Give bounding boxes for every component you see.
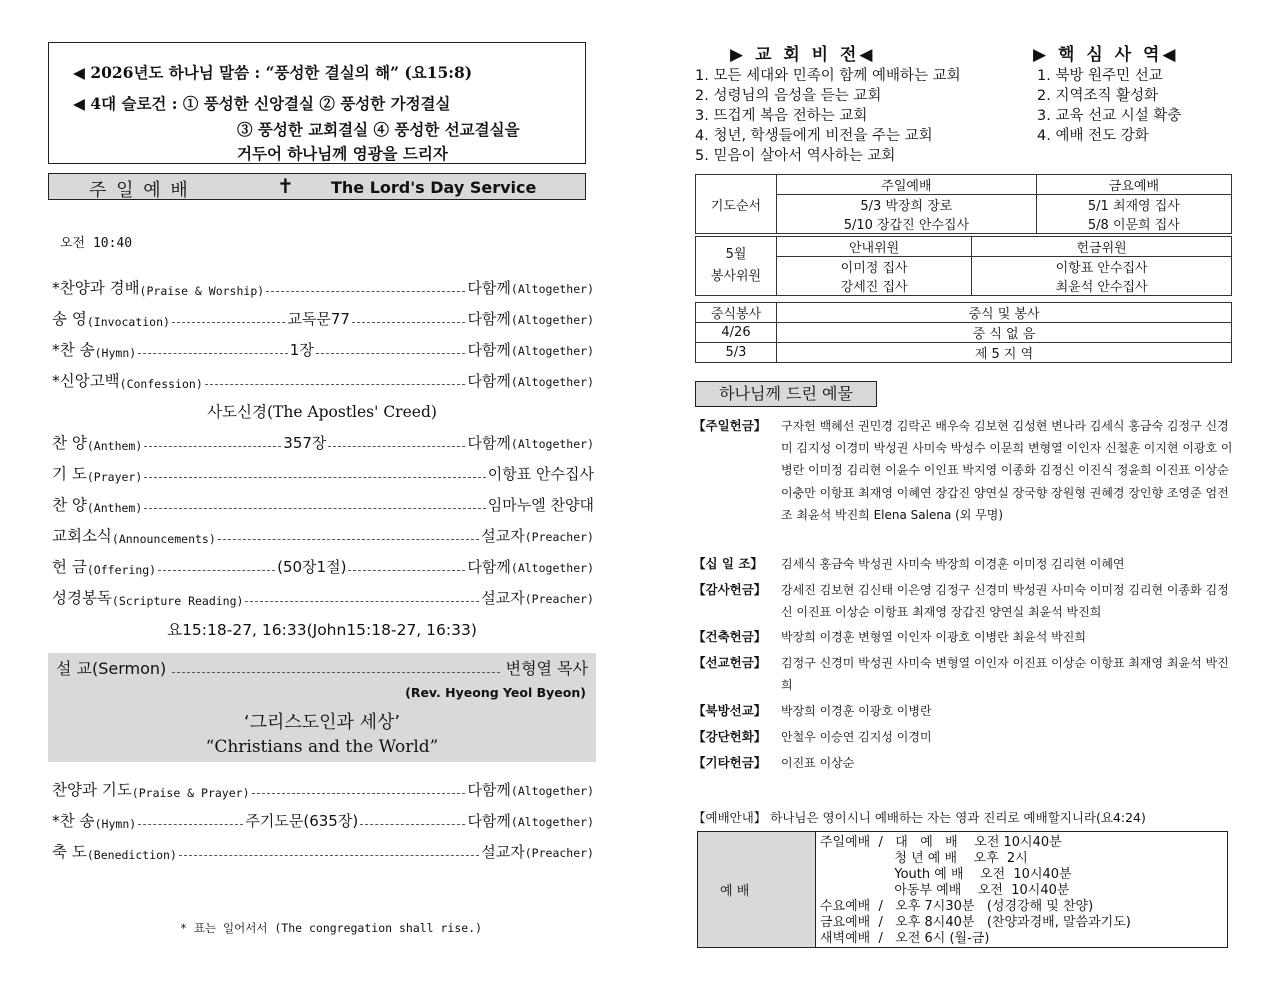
worship-line: 금요예배 / 오후 8시40분 (찬양과경배, 말씀과기도): [820, 915, 1131, 930]
order-row: [52, 776, 594, 800]
meal-service-table: [695, 302, 1232, 363]
usher-1: 이미정 집사: [777, 257, 972, 277]
order-leader: 다함께(Altogether): [467, 341, 595, 359]
leader-dots: [328, 446, 465, 447]
order-leader: 다함께(Altogether): [467, 781, 594, 799]
order-label-en: (Praise & Prayer): [131, 786, 250, 800]
order-label-en: (Announcements): [111, 532, 216, 546]
worship-line: 주일예배 / 대 예 배 오전 10시40분: [820, 835, 1062, 850]
usher-2: 강세진 집사: [777, 276, 972, 296]
offering-north-mission: [693, 700, 1235, 722]
leader-dots: [252, 793, 466, 794]
sunday-prayer-2: 5/10 장갑진 안수집사: [777, 214, 1037, 234]
vision-item: 5. 믿음이 살아서 역사하는 교회: [695, 148, 896, 164]
leader-dots: [245, 601, 479, 602]
core-list: [1037, 66, 1181, 146]
meal-date: 5/3: [696, 343, 777, 363]
order-label-en: (Invocation): [86, 315, 170, 329]
order-row: [52, 584, 594, 608]
duty-table: [695, 236, 1232, 296]
theme-line-4: 거두어 하나님께 영광을 드리자: [237, 144, 448, 163]
order-row: [52, 336, 594, 360]
leader-dots: [316, 353, 466, 354]
friday-prayer-1: 5/1 최재영 집사: [1036, 195, 1231, 215]
service-title-bar: [48, 173, 586, 200]
order-leader: 설교자(Preacher): [481, 589, 594, 607]
theme-line-3: ③ 풍성한 교회결실 ④ 풍성한 선교결실을: [237, 120, 520, 139]
theme-line-2: ◀ 4대 슬로건 : ① 풍성한 신앙결실 ② 풍성한 가정결실: [73, 94, 451, 113]
sermon-title-ko: ‘그리스도인과 세상’: [243, 712, 401, 733]
vision-item: 1. 모든 세대와 민족이 함께 예배하는 교회: [695, 68, 961, 84]
offering-other: [693, 752, 1235, 774]
core-item: 2. 지역조직 활성화: [1037, 88, 1159, 104]
order-detail: 1장: [289, 341, 314, 359]
worship-schedule-box: [697, 831, 1228, 948]
duty-label-text: 봉사위원: [710, 269, 762, 284]
order-label: 헌 금: [52, 558, 87, 576]
order-detail: 357장: [283, 434, 327, 452]
offering-names: 박장희 이경훈 이광호 이병란: [781, 704, 932, 718]
order-label: *찬 송: [52, 812, 95, 830]
offering-thanks: [693, 579, 1235, 623]
offering-names: 강세진 김보현 김신태 이은영 김정구 신경미 박성권 사미숙 이미정 김리현 이종화 김정신 이진표 이상순 이항표 최재영 장갑진 양연실 최윤석 박진희: [781, 583, 1229, 620]
order-label-en: (Benediction): [86, 848, 177, 862]
offering-key: 【강단헌화】: [693, 729, 767, 744]
offering-names: 김세식 홍금숙 박성권 사미숙 박장희 이경훈 이미정 김리현 이혜연: [781, 557, 1125, 571]
order-leader: 설교자(Preacher): [481, 843, 594, 861]
meal-date: 4/26: [696, 323, 777, 343]
core-item: 1. 북방 원주민 선교: [1037, 68, 1163, 84]
offering-tithe: [693, 553, 1235, 575]
leader-dots: [352, 322, 465, 323]
leader-dots: [138, 824, 243, 825]
order-label: 찬양과 기도: [52, 781, 132, 799]
order-leader: 임마누엘 찬양대: [487, 496, 594, 514]
order-label-en: (Anthem): [86, 439, 143, 453]
leader-dots: [172, 322, 285, 323]
leader-dots: [144, 477, 486, 478]
offering-names: 이진표 이상순: [781, 756, 855, 770]
order-label-en: (Hymn): [94, 817, 137, 831]
order-label: 찬 양: [52, 496, 87, 514]
order-leader: 다함께(Altogether): [467, 558, 594, 576]
meal-value: 제 5 지 역: [777, 343, 1232, 363]
sunday-header: 주일예배: [777, 175, 1037, 195]
order-row: [52, 460, 594, 484]
meal-header-1: 중식봉사: [696, 303, 777, 323]
order-label: 성경봉독: [52, 589, 112, 607]
core-item: 4. 예배 전도 강화: [1037, 128, 1149, 144]
order-label: 송 영: [52, 310, 87, 328]
offering-key: 【북방선교】: [693, 703, 767, 718]
offering-header: 헌금위원: [972, 237, 1232, 257]
sermon-preacher: 변형열 목사: [505, 659, 588, 678]
order-label-en: (Scripture Reading): [111, 594, 244, 608]
order-label: 교회소식: [52, 527, 112, 545]
order-detail: (50장1절): [277, 558, 347, 576]
leader-dots: [218, 539, 480, 540]
leader-dots: [360, 824, 465, 825]
order-label: 축 도: [52, 843, 87, 861]
order-label: *찬 송: [52, 341, 95, 359]
order-label: 찬 양: [52, 434, 87, 452]
leader-dots: [138, 353, 288, 354]
offering-names: 구자헌 백혜선 권민경 김락곤 배우숙 김보현 김성현 변나라 김세식 홍금숙 김정구 신경미 김지성 이경미 박성권 사미숙 박성수 이문희 변형열 이인자 신철훈 이지현 이광호 이병란 이미정 김리현 이윤수 이인표 박지영 이종화 김정신 이진식 정윤희 이진표 이상순 이충만 이항표 최재영 이혜연 장갑진 양연실 장국향 장원형 권혜경 장인향 조영준 엄전조 최윤석 박진희 Elena Salena (외 무명): [781, 419, 1233, 522]
meal-value: 중 식 없 음: [777, 323, 1232, 343]
leader-dots: [266, 291, 465, 292]
offering-mission: [693, 652, 1235, 696]
order-row: [52, 553, 594, 577]
order-row: [52, 838, 594, 862]
offering-names: 안철우 이승연 김지성 이경미: [781, 730, 932, 744]
offering-key: 【주일헌금】: [693, 418, 767, 433]
service-title-ko: 주 일 예 배: [89, 180, 190, 201]
friday-prayer-2: 5/8 이문희 집사: [1036, 214, 1231, 234]
order-row: [52, 807, 594, 831]
offering-key: 【십 일 조】: [693, 556, 763, 571]
order-label: *찬양과 경배: [52, 279, 140, 297]
service-time: 오전 10:40: [60, 236, 133, 251]
vision-title: ▶ 교 회 비 전◀: [730, 45, 876, 65]
order-leader: 다함께(Altogether): [467, 279, 594, 297]
offering-names: 김정구 신경미 박성권 사미숙 변형열 이인자 이진표 이상순 이항표 최재영 최윤석 박진희: [781, 656, 1229, 693]
vision-item: 4. 청년, 학생들에게 비전을 주는 교회: [695, 128, 933, 144]
offering-flowers: [693, 726, 1235, 748]
offering-names: 박장희 이경훈 변형열 이인자 이광호 이병란 최윤석 박진희: [781, 630, 1086, 644]
duty-month: 5월: [725, 247, 747, 262]
order-row: [52, 274, 594, 298]
vision-item: 3. 뜨겁게 복음 전하는 교회: [695, 108, 868, 124]
order-label-en: (Hymn): [94, 346, 137, 360]
order-leader: 다함께(Altogether): [467, 812, 595, 830]
order-leader: 다함께(Altogether): [467, 372, 594, 390]
worship-line: 아동부 예배 오전 10시40분: [820, 883, 1070, 898]
theme-line-1: ◀ 2026년도 하나님 말씀 : “풍성한 결실의 해” (요15:8): [73, 63, 473, 82]
annual-theme-box: [48, 42, 586, 164]
order-leader: 이항표 안수집사: [487, 465, 594, 483]
worship-line: 수요예배 / 오후 7시30분 (성경강해 및 찬양): [820, 899, 1094, 914]
leader-dots: [348, 570, 465, 571]
order-label-en: (Anthem): [86, 501, 143, 515]
offering-2: 최윤석 안수집사: [972, 276, 1232, 296]
core-title: ▶ 핵 심 사 역◀: [1033, 45, 1179, 65]
leader-dots: [205, 384, 466, 385]
leader-dots: [158, 570, 275, 571]
rise-note: * 표는 일어서서 (The congregation shall rise.): [180, 921, 483, 935]
offering-key: 【기타헌금】: [693, 755, 767, 770]
service-title-en: The Lord's Day Service: [331, 178, 537, 197]
duty-label: [696, 237, 777, 296]
sermon-preacher-en: (Rev. Hyeong Yeol Byeon): [405, 685, 586, 700]
worship-label-cell: [698, 832, 816, 947]
order-label-en: (Offering): [86, 563, 157, 577]
order-row: [52, 367, 594, 391]
offering-key: 【건축헌금】: [693, 629, 767, 644]
usher-header: 안내위원: [777, 237, 972, 257]
prayer-schedule-table: [695, 174, 1232, 234]
order-row: [52, 429, 594, 453]
leader-dots: [179, 855, 479, 856]
meal-header-2: 중식 및 봉사: [777, 303, 1232, 323]
order-label-en: (Confession): [119, 377, 203, 391]
order-detail: 주기도문(635장): [245, 812, 359, 830]
sermon-label: 설 교(Sermon): [56, 659, 167, 678]
friday-header: 금요예배: [1036, 175, 1231, 195]
creed-line: 사도신경(The Apostles' Creed): [207, 403, 437, 421]
leader-dots: [144, 508, 486, 509]
order-leader: 다함께(Altogether): [467, 434, 594, 452]
order-label: 기 도: [52, 465, 87, 483]
order-detail: 교독문77: [287, 310, 350, 328]
worship-guide-note: 【예배안내】 하나님은 영이시니 예배하는 자는 영과 진리로 예배할지니라(요4:24): [693, 810, 1146, 825]
order-label-en: (Praise & Worship): [139, 284, 265, 298]
sermon-title-en: “Christians and the World”: [205, 737, 439, 757]
vision-item: 2. 성령님의 음성을 듣는 교회: [695, 88, 882, 104]
worship-line: Youth 예 배 오전 10시40분: [820, 867, 1072, 882]
prayer-label: 기도순서: [696, 175, 777, 234]
offering-key: 【선교헌금】: [693, 655, 767, 670]
offerings-title: 하나님께 드린 예물: [695, 381, 877, 407]
scripture-line: 요15:18-27, 16:33(John15:18-27, 16:33): [167, 621, 477, 639]
offering-sunday: [693, 415, 1235, 526]
order-leader: 설교자(Preacher): [481, 527, 594, 545]
worship-line: 새벽예배 / 오전 6시 (월-금): [820, 931, 990, 946]
core-item: 3. 교육 선교 시설 확충: [1037, 108, 1182, 124]
order-row: [52, 522, 594, 546]
order-row: [52, 305, 594, 329]
leader-dots: [144, 446, 281, 447]
cross-icon: ✝: [277, 174, 296, 198]
offering-key: 【감사헌금】: [693, 582, 767, 597]
worship-label: 예 배: [720, 884, 750, 899]
offering-building: [693, 626, 1235, 648]
order-row: [52, 491, 594, 515]
vision-list: [695, 66, 961, 166]
order-label: *신앙고백: [52, 372, 120, 390]
worship-line: 청 년 예 배 오후 2시: [820, 851, 1028, 866]
sermon-box: [48, 653, 596, 762]
offering-1: 이항표 안수집사: [972, 257, 1232, 277]
order-label-en: (Prayer): [86, 470, 143, 484]
sunday-prayer-1: 5/3 박장희 장로: [777, 195, 1037, 215]
order-leader: 다함께(Altogether): [467, 310, 595, 328]
